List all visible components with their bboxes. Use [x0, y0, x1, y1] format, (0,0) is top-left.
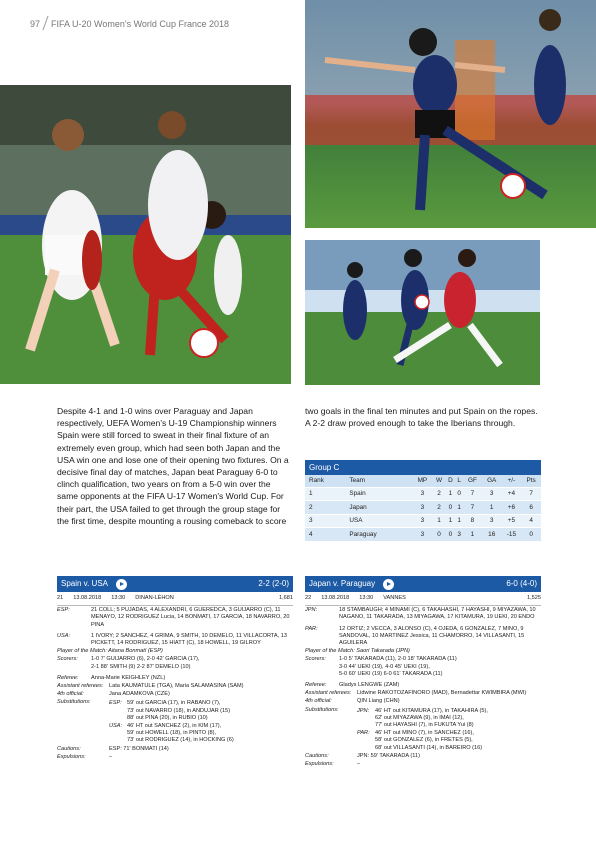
publication-title: FIFA U-20 Women's World Cup France 2018	[51, 19, 229, 29]
match-date: 13.08.2018	[73, 595, 102, 601]
lineup-text: 18 STAMBAUGH; 4 MINAMI (C), 6 TAKAHASHI, 7 HAYASHI, 9 MIYAZAWA, 10 NAGANO, 11 TAKARADA, 13 MIYAGAWA, 17 KITAMURA, 19 UEKI, 20 ENDO	[339, 607, 536, 621]
match-header	[57, 576, 293, 592]
table-cell: 0	[446, 501, 456, 515]
table-cell: 6	[521, 501, 541, 515]
table-cell: 8	[463, 514, 482, 528]
table-cell: USA	[345, 514, 412, 528]
table-cell: 3	[412, 501, 432, 515]
fourth-official	[305, 698, 541, 705]
sub-line: 73' out NAVARRO (18), in ANDUJAR (15)	[127, 707, 231, 714]
match-attendance: 1,525	[527, 595, 541, 601]
photo-japan-player-kick	[305, 0, 596, 228]
table-cell: 3	[412, 514, 432, 528]
substitutions	[57, 699, 293, 744]
match-meta	[57, 592, 293, 606]
article-text-right: two goals in the final ten minutes and put Spain on the ropes. A 2-2 draw proved enough to take the Iberians through.	[305, 406, 538, 429]
col-header: Rank	[305, 475, 345, 487]
col-header: Team	[345, 475, 412, 487]
match-venue: VANNES	[383, 595, 406, 601]
expulsions-label: Expulsions:	[305, 761, 334, 768]
match-venue: DINAN-LÉHON	[135, 595, 174, 601]
photo-japan-v-paraguay	[305, 240, 540, 385]
sub-line: 88' out PINA (20), in RUBIO (10)	[127, 714, 208, 721]
scorers	[57, 656, 293, 670]
table-cell: 3	[482, 514, 502, 528]
referee-label: Referee:	[305, 682, 327, 689]
table-cell: 1	[305, 487, 345, 501]
scorers-label: Scorers:	[305, 656, 326, 663]
standings-table	[305, 475, 541, 542]
table-cell: 3	[455, 528, 463, 542]
table-cell: 2	[433, 501, 446, 515]
col-header: GF	[463, 475, 482, 487]
sub-line: 46' HT out SANCHEZ (2), in KIM (17),	[127, 723, 222, 730]
team-label: PAR:	[305, 625, 318, 632]
referee	[57, 675, 293, 682]
assistants-names: Lata KAUMATULE (TGA), Maria SALAMASINA (SAM)	[109, 683, 244, 690]
table-cell: +6	[502, 501, 522, 515]
subs-team-label: JPN:	[357, 707, 370, 714]
match-score: 6-0 (4-0)	[506, 579, 537, 589]
table-cell: Japan	[345, 501, 412, 515]
table-cell: 7	[463, 501, 482, 515]
photo-spain-v-usa	[0, 85, 291, 384]
table-row	[305, 501, 541, 515]
table-cell: 7	[521, 487, 541, 501]
table-row	[305, 528, 541, 542]
table-cell: Paraguay	[345, 528, 412, 542]
match-number: 21	[57, 595, 64, 601]
referee-name: Gladys LENGWE (ZAM)	[339, 682, 400, 689]
table-cell: 1	[433, 514, 446, 528]
col-header: MP	[412, 475, 432, 487]
table-cell: 4	[305, 528, 345, 542]
cautions	[305, 753, 541, 760]
lineup-esp	[57, 607, 293, 629]
referee-label: Referee:	[57, 674, 79, 681]
subs-team	[357, 708, 541, 730]
lineup-jpn	[305, 607, 541, 621]
table-cell: 2	[305, 501, 345, 515]
table-cell: 3	[305, 514, 345, 528]
scorers-line: 3-0 44' UEKI (19), 4-0 45' UEKI (19),	[339, 663, 430, 670]
lineup-text: 1 IVORY; 2 SANCHEZ, 4 GRIMA, 9 SMITH, 10 DEMELO, 11 VILLACORTA, 13 PICKETT, 14 RODRIGUEZ, 15 HIATT (C), 18 HOWELL, 19 GILROY	[91, 632, 287, 647]
table-cell: 1	[482, 501, 502, 515]
subs-team-label: USA:	[109, 723, 123, 730]
player-of-match: Player of the Match: Aitana Bonmatí (ESP)	[57, 648, 163, 655]
play-video-icon[interactable]	[383, 579, 394, 590]
subs-team	[357, 730, 541, 752]
table-cell: +5	[502, 514, 522, 528]
table-cell: 0	[446, 528, 456, 542]
col-header: GA	[482, 475, 502, 487]
table-cell: 7	[463, 487, 482, 501]
table-cell: 2	[433, 487, 446, 501]
scorers-line: 5-0 60' UEKI (19) 6-0 61' TAKARADA (11)	[339, 670, 443, 677]
scorers-label: Scorers:	[57, 656, 78, 663]
expulsions-label: Expulsions:	[57, 753, 86, 760]
page-header	[30, 16, 229, 29]
lineup-usa	[57, 633, 293, 647]
cautions-text: ESP: 71' BONMATI (14)	[109, 745, 169, 752]
subs-label: Substitutions:	[57, 699, 91, 706]
fourth-name: Jana ADAMKOVA (CZE)	[109, 691, 170, 698]
lineup-par	[305, 626, 541, 648]
assistants-names: Lidwine RAKOTOZAFINORO (MAD), Bernadettar KWIMBIRA (MWI)	[357, 690, 527, 697]
col-header: L	[455, 475, 463, 487]
lineup-text: 12 ORTIZ; 2 VECCA, 3 ALONSO (C), 4 OJEDA, 6 GONZALEZ, 7 MINO, 9 SANDOVAL, 10 MARTINEZ Jessica, 11 CHAMORRO, 14 VILLASANTI, 15 AGUILERA	[339, 625, 525, 647]
cautions	[57, 746, 293, 753]
expulsions	[57, 754, 293, 761]
table-cell: -15	[502, 528, 522, 542]
cautions-text: JPN: 59' TAKARADA (11)	[357, 752, 420, 759]
page-number: 97	[30, 19, 41, 29]
scorers	[305, 656, 541, 678]
table-cell: 0	[455, 487, 463, 501]
match-report-japan-paraguay	[305, 576, 541, 768]
match-time: 13:30	[359, 595, 374, 601]
subs-label: Substitutions:	[305, 706, 339, 713]
scorers-line: 1-0 7' GUIJARRO (6), 2-0 42' GARCIA (17),	[91, 656, 200, 663]
sub-line: 62' out MIYAZAWA (9), in IMAI (12),	[375, 714, 464, 721]
team-label: ESP:	[57, 607, 70, 614]
table-cell: 0	[521, 528, 541, 542]
table-cell: 1	[446, 487, 456, 501]
sub-line: 58' out GONZALEZ (6), in FRETES (5),	[375, 737, 473, 744]
group-table-title: Group C	[305, 460, 541, 475]
table-cell: 1	[446, 514, 456, 528]
match-attendance: 1,681	[279, 595, 293, 601]
table-cell: +4	[502, 487, 522, 501]
fourth-official	[57, 691, 293, 698]
col-header: W	[433, 475, 446, 487]
sub-line: 59' out HOWELL (18), in PINTO (8),	[127, 730, 217, 737]
lineup-text: 21 COLL; 5 PUJADAS, 4 ALEXANDRI, 6 GUEREDCA, 3 GUIJARRO (C), 11 MENAYO, 12 RODRIGUEZ Lucia, 14 BONMATI, 17 GARCIA, 18 NAVARRO, 20 PINA	[91, 607, 290, 628]
sub-line: 73' out RODRIGUEZ (14), in HOCKING (6)	[127, 737, 234, 744]
match-number: 22	[305, 595, 312, 601]
fourth-label: 4th official:	[305, 698, 332, 705]
referee	[305, 682, 541, 689]
sub-line: 77' out HAYASHI (7), in FUKUTA Yui (8)	[375, 722, 474, 729]
fourth-label: 4th official:	[57, 691, 84, 698]
player-of-match: Player of the Match: Saori Takarada (JPN)	[305, 648, 410, 655]
table-row	[305, 487, 541, 501]
col-header: +/-	[502, 475, 522, 487]
table-cell: 4	[521, 514, 541, 528]
table-cell: 3	[482, 487, 502, 501]
cautions-label: Cautions:	[305, 752, 329, 759]
sub-line: 59' out GARCIA (17), in RABANO (7),	[127, 700, 221, 707]
match-time: 13:30	[111, 595, 126, 601]
table-cell: 3	[412, 487, 432, 501]
group-c-standings	[305, 460, 541, 542]
expulsions	[305, 761, 541, 768]
table-cell: Spain	[345, 487, 412, 501]
match-score: 2-2 (2-0)	[258, 579, 289, 589]
assistant-referees	[305, 690, 541, 697]
match-title: Spain v. USA	[61, 579, 108, 589]
table-cell: 1	[455, 501, 463, 515]
sub-line: 68' out VILLASANTI (14), in BAREIRO (16)	[375, 744, 483, 751]
expulsions-text: –	[357, 761, 361, 768]
cautions-label: Cautions:	[57, 745, 81, 752]
scorers-line: 2-1 88' SMITH (9) 2-2 87' DEMELO (10)	[91, 663, 191, 670]
table-cell: 1	[463, 528, 482, 542]
expulsions-text: –	[109, 753, 113, 760]
table-cell: 3	[412, 528, 432, 542]
col-header: Pts	[521, 475, 541, 487]
match-meta	[305, 592, 541, 606]
table-row	[305, 514, 541, 528]
table-cell: 0	[433, 528, 446, 542]
team-label: USA:	[57, 632, 71, 639]
article-text-left: Despite 4-1 and 1-0 wins over Paraguay and Japan respectively, UEFA Women's U-19 Championship winners Spain were still forced to sweat in their final fixture of an extremely even group, which had seen both Japan and the USA win one and lose one of their opening two fixtures. On a decisive final day of matches, Japan beat Paraguay 6-0 to clinch qualification, two years on from a 5-0 win over the same opponents at the FIFA U-17 Women's World Cup. For their part, the USA failed to get through the group stage for the first time, despite mounting a rousing comeback to score	[57, 406, 289, 526]
scorers-line: 1-0 5' TAKARADA (11), 2-0 18' TAKARADA (11)	[339, 656, 457, 663]
match-date: 13.08.2018	[321, 595, 350, 601]
subs-team-label: PAR:	[357, 730, 370, 737]
sub-line: 46' HT out KITAMURA (17), in TAKAHIRA (5),	[375, 707, 488, 714]
table-cell: 1	[455, 514, 463, 528]
match-title: Japan v. Paraguay	[309, 579, 376, 589]
subs-team	[109, 723, 293, 745]
fourth-name: QIN Liang (CHN)	[357, 698, 400, 705]
substitutions	[305, 707, 541, 752]
referee-name: Anna-Marie KEIGHLEY (NZL)	[91, 674, 166, 681]
subs-team-label: ESP:	[109, 700, 122, 707]
play-video-icon[interactable]	[116, 579, 127, 590]
sub-line: 46' HT out MINO (7), in SANCHEZ (16),	[375, 730, 474, 737]
assistant-referees	[57, 683, 293, 690]
team-label: JPN:	[305, 607, 318, 614]
match-header	[305, 576, 541, 592]
table-cell: 16	[482, 528, 502, 542]
subs-team	[109, 700, 293, 722]
col-header: D	[446, 475, 456, 487]
assistants-label: Assistant referees:	[305, 690, 352, 697]
standings-header-row	[305, 475, 541, 487]
match-report-spain-usa	[57, 576, 293, 761]
header-separator	[42, 16, 48, 30]
assistants-label: Assistant referees:	[57, 683, 104, 690]
